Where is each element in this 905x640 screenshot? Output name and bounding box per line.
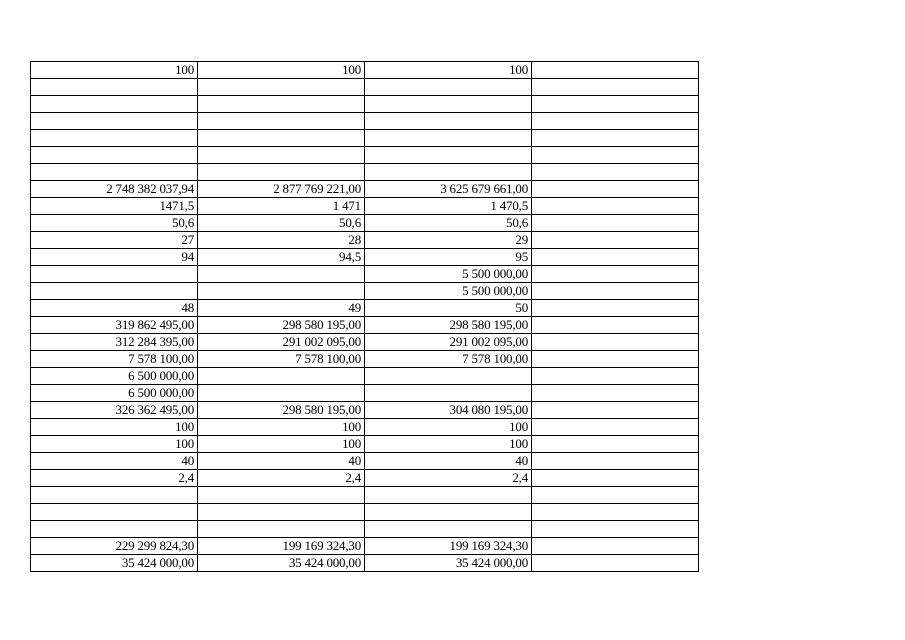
table-cell: 3 625 679 661,00 xyxy=(365,181,532,198)
table-cell xyxy=(532,266,699,283)
table-cell xyxy=(31,504,198,521)
table-cell: 298 580 195,00 xyxy=(198,402,365,419)
table-cell: 229 299 824,30 xyxy=(31,538,198,555)
table-cell xyxy=(198,385,365,402)
table-row xyxy=(31,300,699,317)
table-row xyxy=(31,96,699,113)
table-cell: 50,6 xyxy=(198,215,365,232)
table-row xyxy=(31,453,699,470)
table-cell: 94,5 xyxy=(198,249,365,266)
table-cell: 27 xyxy=(31,232,198,249)
table-row xyxy=(31,470,699,487)
table-cell xyxy=(198,79,365,96)
table-cell xyxy=(532,487,699,504)
table-cell xyxy=(31,266,198,283)
table-cell xyxy=(532,300,699,317)
table-cell: 2,4 xyxy=(365,470,532,487)
table-cell: 95 xyxy=(365,249,532,266)
table-cell xyxy=(198,113,365,130)
table-cell: 94 xyxy=(31,249,198,266)
table-cell xyxy=(198,283,365,300)
table-row xyxy=(31,181,699,198)
table-cell xyxy=(532,164,699,181)
table-cell: 40 xyxy=(31,453,198,470)
table-cell xyxy=(532,283,699,300)
table-cell xyxy=(31,79,198,96)
table-row xyxy=(31,368,699,385)
table-cell: 1471,5 xyxy=(31,198,198,215)
table-cell xyxy=(532,368,699,385)
table-cell: 6 500 000,00 xyxy=(31,385,198,402)
table-cell: 100 xyxy=(198,419,365,436)
table-cell: 7 578 100,00 xyxy=(365,351,532,368)
table-row xyxy=(31,283,699,300)
table-cell: 298 580 195,00 xyxy=(365,317,532,334)
table-cell: 2 877 769 221,00 xyxy=(198,181,365,198)
table-cell xyxy=(198,130,365,147)
table-cell: 2,4 xyxy=(31,470,198,487)
table-cell: 326 362 495,00 xyxy=(31,402,198,419)
table-row xyxy=(31,555,699,572)
table-cell xyxy=(31,164,198,181)
table-cell: 100 xyxy=(198,62,365,79)
table-cell xyxy=(198,266,365,283)
table-row xyxy=(31,538,699,555)
table-cell xyxy=(532,419,699,436)
table-row xyxy=(31,436,699,453)
table-cell: 199 169 324,30 xyxy=(198,538,365,555)
table-cell xyxy=(532,385,699,402)
table-cell: 100 xyxy=(31,62,198,79)
table-cell xyxy=(198,164,365,181)
table-cell: 40 xyxy=(365,453,532,470)
table-cell xyxy=(532,130,699,147)
table-cell: 5 500 000,00 xyxy=(365,283,532,300)
table-row xyxy=(31,351,699,368)
table-row xyxy=(31,164,699,181)
table-cell xyxy=(365,79,532,96)
table-cell xyxy=(532,113,699,130)
table-row xyxy=(31,215,699,232)
table-cell xyxy=(31,113,198,130)
table-cell xyxy=(532,317,699,334)
table-cell: 100 xyxy=(365,419,532,436)
table-cell xyxy=(365,385,532,402)
table-cell xyxy=(365,130,532,147)
table-cell xyxy=(365,147,532,164)
table-cell xyxy=(532,181,699,198)
table-cell: 304 080 195,00 xyxy=(365,402,532,419)
table-cell: 35 424 000,00 xyxy=(31,555,198,572)
data-table xyxy=(30,61,699,572)
table-cell: 48 xyxy=(31,300,198,317)
table-cell xyxy=(31,487,198,504)
table-cell xyxy=(532,521,699,538)
table-cell: 35 424 000,00 xyxy=(198,555,365,572)
table-cell xyxy=(532,147,699,164)
table-cell xyxy=(532,96,699,113)
table-cell xyxy=(31,521,198,538)
table-cell: 49 xyxy=(198,300,365,317)
table-cell xyxy=(532,62,699,79)
table-cell xyxy=(365,487,532,504)
table-cell xyxy=(31,130,198,147)
table-row xyxy=(31,402,699,419)
table-cell: 2,4 xyxy=(198,470,365,487)
table-cell: 6 500 000,00 xyxy=(31,368,198,385)
table-row xyxy=(31,249,699,266)
table-row xyxy=(31,79,699,96)
table-cell: 291 002 095,00 xyxy=(198,334,365,351)
table-cell: 100 xyxy=(365,436,532,453)
table-row xyxy=(31,317,699,334)
table-cell xyxy=(365,521,532,538)
table-row xyxy=(31,198,699,215)
table-row xyxy=(31,130,699,147)
table-cell: 5 500 000,00 xyxy=(365,266,532,283)
table-cell xyxy=(365,113,532,130)
table-cell xyxy=(365,368,532,385)
table-cell xyxy=(532,453,699,470)
table-row xyxy=(31,504,699,521)
table-cell xyxy=(198,147,365,164)
table-row xyxy=(31,385,699,402)
table-cell xyxy=(365,504,532,521)
table-cell xyxy=(198,504,365,521)
table-cell xyxy=(31,96,198,113)
table-row xyxy=(31,521,699,538)
table-cell xyxy=(532,470,699,487)
table-cell: 291 002 095,00 xyxy=(365,334,532,351)
table-cell xyxy=(31,283,198,300)
table-cell xyxy=(365,96,532,113)
table-cell xyxy=(532,436,699,453)
table-row xyxy=(31,266,699,283)
table-row xyxy=(31,113,699,130)
table-cell: 199 169 324,30 xyxy=(365,538,532,555)
table-cell xyxy=(532,555,699,572)
table-cell: 298 580 195,00 xyxy=(198,317,365,334)
table-cell xyxy=(532,538,699,555)
table-cell xyxy=(198,96,365,113)
table-cell: 50,6 xyxy=(31,215,198,232)
table-cell xyxy=(532,334,699,351)
table-cell: 7 578 100,00 xyxy=(31,351,198,368)
table-cell xyxy=(532,215,699,232)
table-cell xyxy=(365,164,532,181)
table-cell: 100 xyxy=(31,419,198,436)
table-cell: 7 578 100,00 xyxy=(198,351,365,368)
table-cell: 1 471 xyxy=(198,198,365,215)
table-row xyxy=(31,62,699,79)
table-cell xyxy=(198,368,365,385)
table-cell: 100 xyxy=(198,436,365,453)
table-cell: 1 470,5 xyxy=(365,198,532,215)
table-row xyxy=(31,334,699,351)
table-cell: 100 xyxy=(365,62,532,79)
table-cell: 50 xyxy=(365,300,532,317)
table-cell: 319 862 495,00 xyxy=(31,317,198,334)
table-cell: 35 424 000,00 xyxy=(365,555,532,572)
table-body xyxy=(31,62,699,572)
table-cell: 312 284 395,00 xyxy=(31,334,198,351)
table-cell xyxy=(532,198,699,215)
table-cell xyxy=(532,402,699,419)
table-cell: 100 xyxy=(31,436,198,453)
table-cell xyxy=(532,79,699,96)
table-cell xyxy=(532,249,699,266)
table-row xyxy=(31,487,699,504)
table-cell xyxy=(31,147,198,164)
table-row xyxy=(31,232,699,249)
table-row xyxy=(31,147,699,164)
table-row xyxy=(31,419,699,436)
table-cell: 50,6 xyxy=(365,215,532,232)
table-cell: 28 xyxy=(198,232,365,249)
table-cell: 2 748 382 037,94 xyxy=(31,181,198,198)
table-cell: 29 xyxy=(365,232,532,249)
table-cell: 40 xyxy=(198,453,365,470)
table-cell xyxy=(198,487,365,504)
table-cell xyxy=(198,521,365,538)
table-cell xyxy=(532,232,699,249)
table-cell xyxy=(532,504,699,521)
table-cell xyxy=(532,351,699,368)
